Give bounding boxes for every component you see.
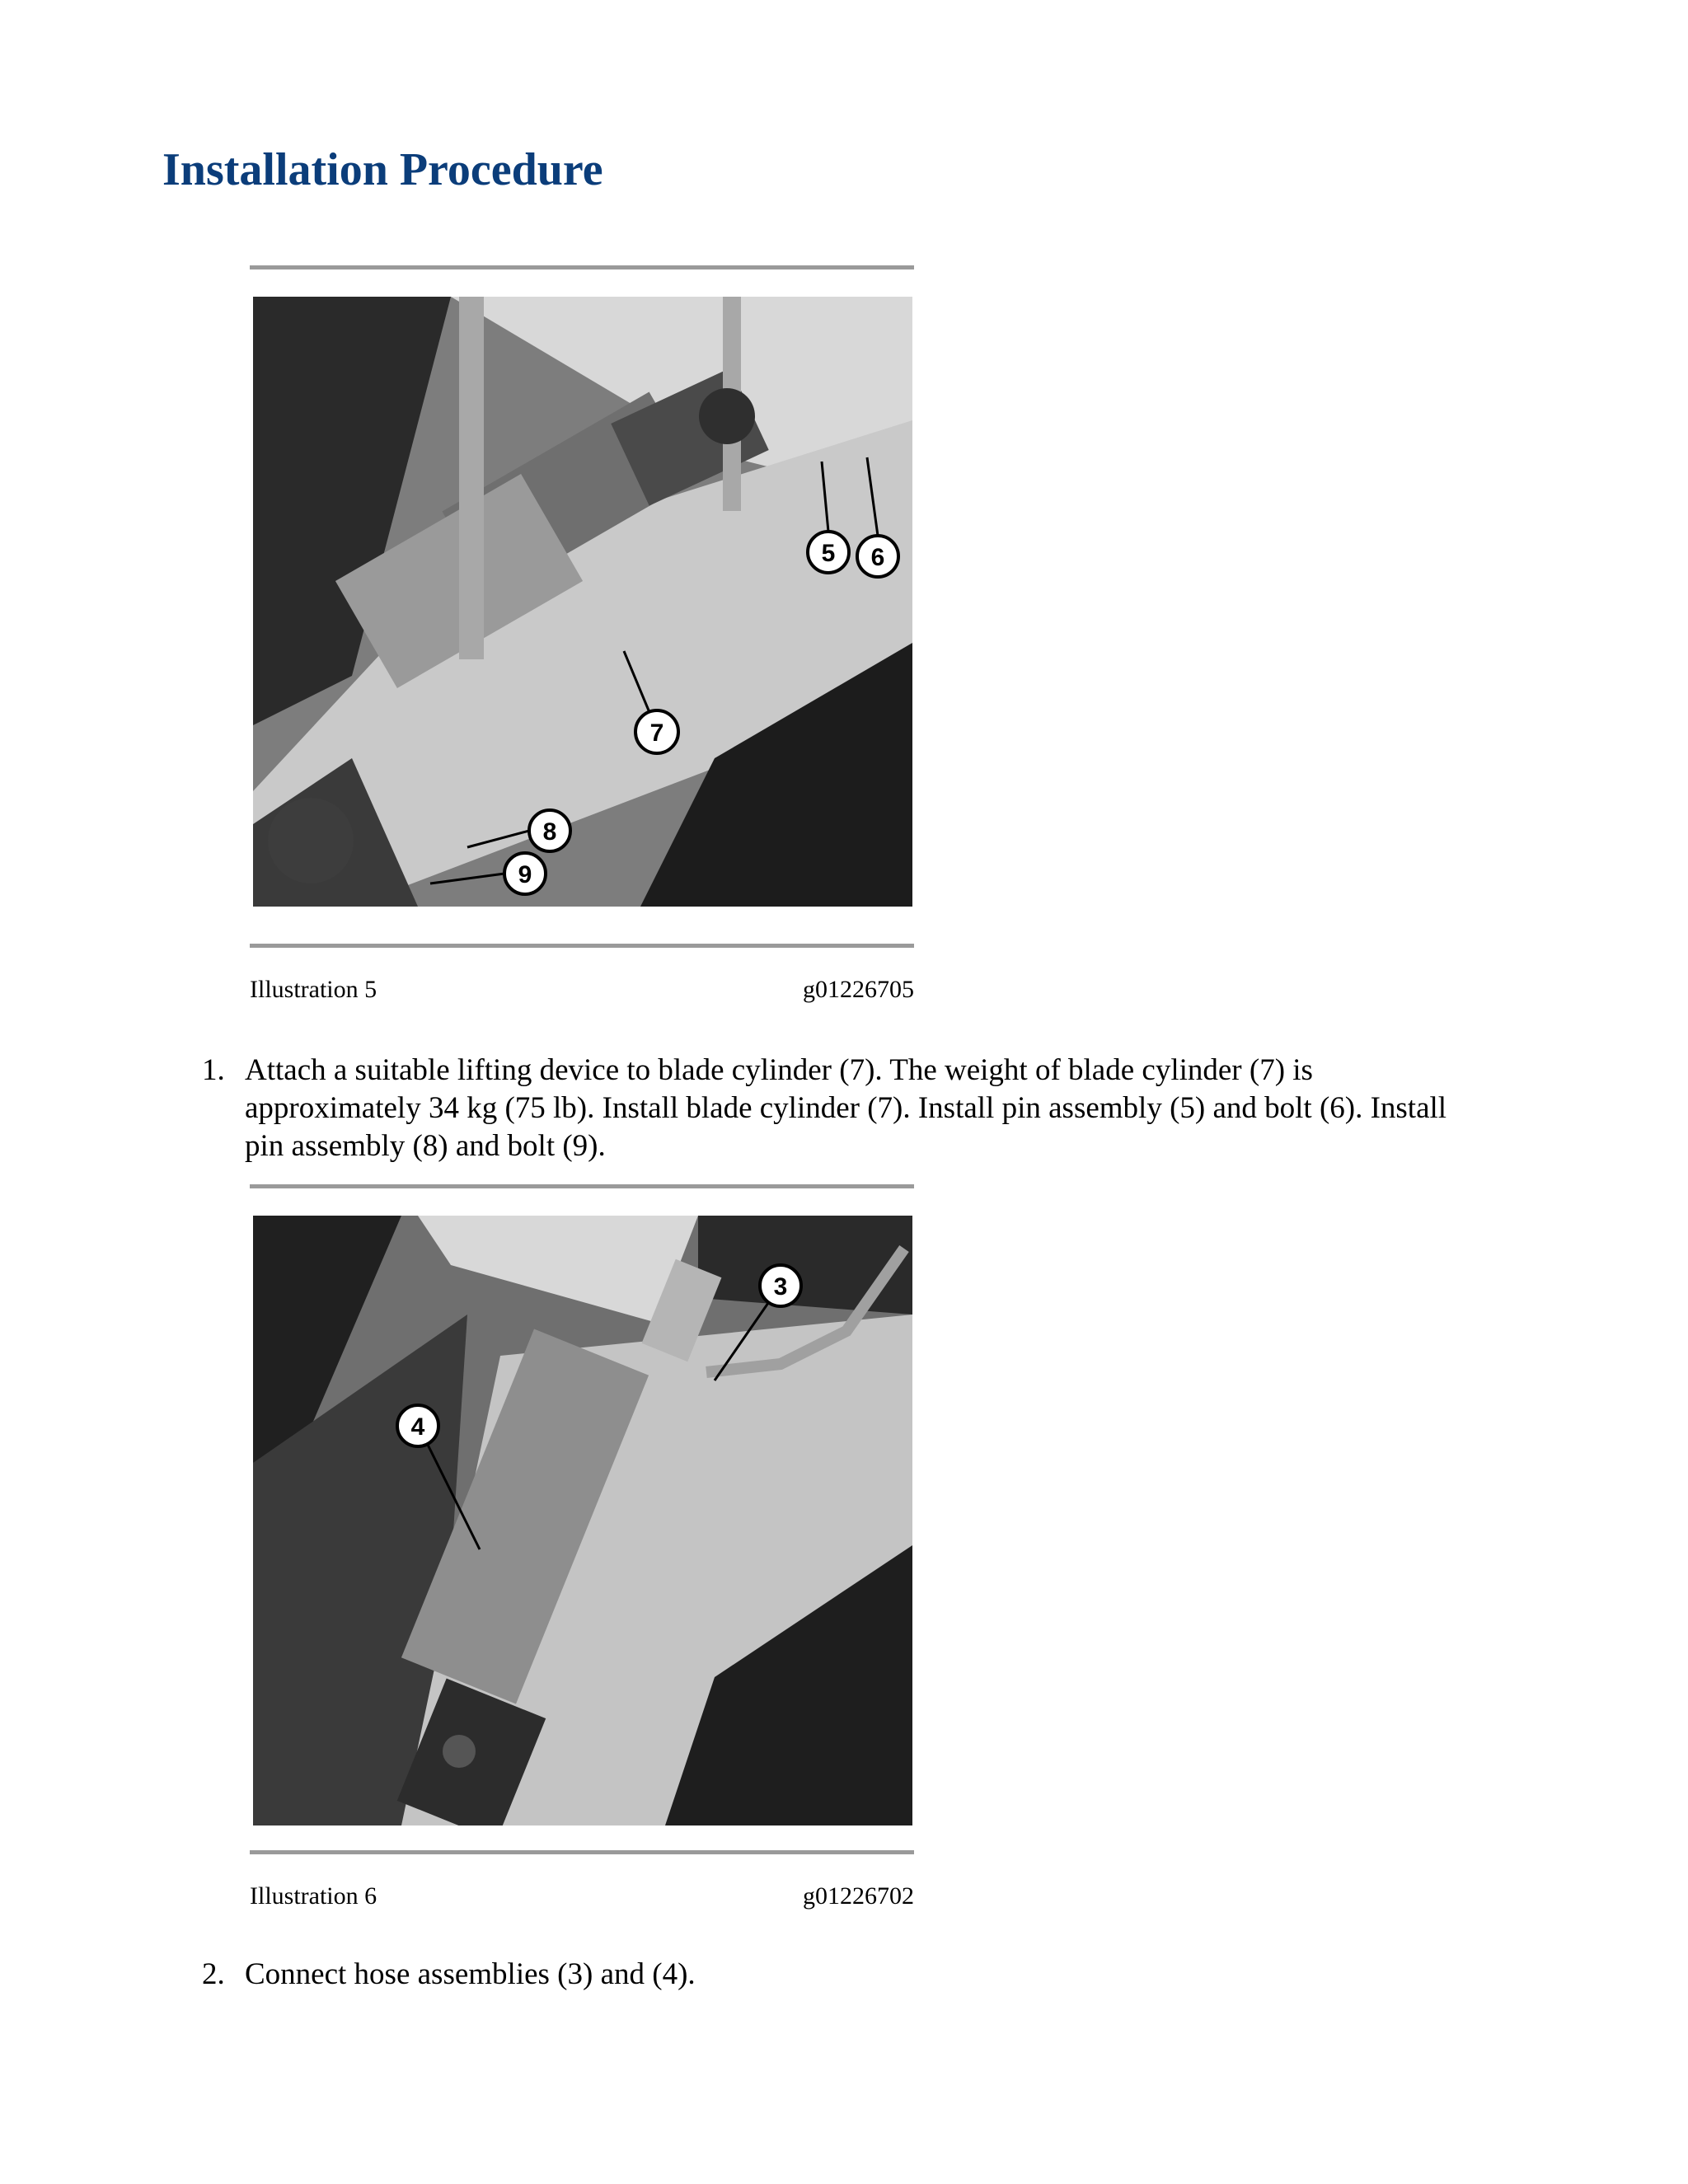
- svg-text:9: 9: [518, 861, 532, 888]
- figure-top-rule: [250, 1184, 914, 1188]
- cylinder-photo: [253, 297, 912, 907]
- figure-illustration-5: [250, 265, 914, 1007]
- svg-text:7: 7: [649, 719, 664, 747]
- svg-text:5: 5: [821, 540, 836, 567]
- step-number: 2.: [202, 1957, 225, 1991]
- figure-illustration-6: [250, 1184, 914, 1926]
- callout-9: [504, 853, 546, 894]
- svg-text:6: 6: [870, 544, 885, 571]
- callout-5: [808, 532, 849, 573]
- step-text: Attach a suitable lifting device to blade cylinder (7). The weight of blade cylinder (7) is approximately 34 kg (75 lb). Install blade cylinder (7). Install pin assembly (5) and bolt (6). Install pin assembly (8) and bolt (9).: [245, 1053, 1447, 1163]
- figure-top-rule: [250, 265, 914, 269]
- callout-7: [635, 710, 678, 753]
- caption-label: Illustration 6: [250, 1882, 377, 1910]
- svg-text:8: 8: [542, 818, 557, 846]
- callout-8: [529, 810, 570, 851]
- callout-6: [857, 536, 898, 577]
- step-2: [202, 1956, 1488, 1997]
- hose-photo: [253, 1216, 912, 1825]
- svg-text:3: 3: [773, 1273, 788, 1301]
- figure-bottom-rule: [250, 1850, 914, 1854]
- page-title: Installation Procedure: [162, 144, 603, 195]
- callout-3: [760, 1265, 801, 1306]
- caption-image-id: g01226705: [803, 976, 914, 1003]
- callout-4: [397, 1405, 438, 1446]
- svg-text:4: 4: [410, 1413, 425, 1441]
- step-1: [202, 1052, 1488, 1167]
- caption-label: Illustration 5: [250, 976, 377, 1003]
- step-text: Connect hose assemblies (3) and (4).: [245, 1957, 696, 1991]
- caption-image-id: g01226702: [803, 1882, 914, 1910]
- step-number: 1.: [202, 1053, 225, 1087]
- figure-bottom-rule: [250, 944, 914, 948]
